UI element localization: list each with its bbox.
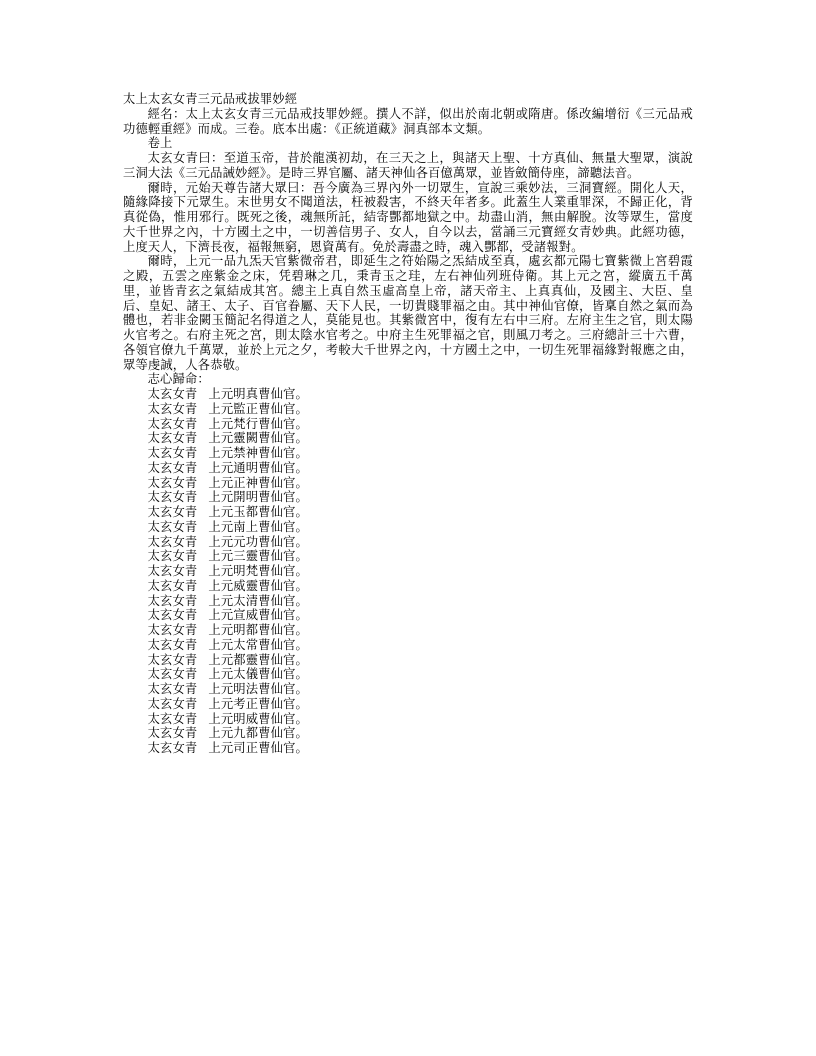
invocation-deity-name: 太玄女青 (147, 726, 198, 741)
invocation-office-title: 上元三靈曹仙官。 (208, 549, 308, 564)
body-paragraph-1: 太玄女青曰：至道玉帝，昔於龍漢初劫，在三天之上，與諸天上聖、十方真仙、無量大聖眾，演說三洞大法《三元品誡妙經》。是時三界官屬、諸天神仙各百億萬眾，並皆斂簡侍座，諦聽法音。 (123, 151, 693, 180)
invocation-deity-name: 太玄女青 (147, 623, 198, 637)
invocation-office-title: 上元威靈曹仙官。 (208, 578, 308, 593)
invocation-office-title: 上元考正曹仙官。 (208, 696, 308, 711)
invocation-deity-name: 太玄女青 (147, 549, 198, 564)
colophon-paragraph: 經名：太上太玄女青三元品戒技罪妙經。撰人不詳，似出於南北朝或隋唐。係改編增衍《三元品戒功德輕重經》而成。三卷。底本出處：《正統道藏》洞真部本文類。 (123, 106, 693, 136)
invocation-deity-name: 太玄女青 (147, 387, 198, 401)
invocation-office-title: 上元梵行曹仙官。 (208, 416, 308, 431)
list-item (123, 446, 693, 461)
list-item (123, 697, 693, 712)
invocation-office-title: 上元通明曹仙官。 (208, 460, 308, 475)
invocation-office-title: 上元玉都曹仙官。 (208, 505, 308, 519)
invocation-heading: 志心歸命： (147, 372, 210, 387)
list-item (123, 726, 693, 741)
list-item (123, 505, 693, 520)
invocation-office-title: 上元宣威曹仙官。 (208, 608, 308, 623)
page-title: 太上太玄女青三元品戒拔罪妙經 (123, 92, 298, 106)
list-item (123, 549, 693, 564)
invocation-deity-name: 太玄女青 (147, 475, 198, 490)
invocation-office-title: 上元明法曹仙官。 (208, 682, 308, 696)
invocation-list (123, 387, 693, 756)
body-paragraph-3: 爾時，上元一品九炁天官紫微帝君，即延生之符始陽之炁結成至真，處玄都元陽七寶紫微上宮碧霞之殿，五雲之座紫金之床，凭碧琳之几，秉青玉之珪，左右神仙列班侍衛。其上元之宮，縱廣五千萬里，並皆青玄之氣結成其宮。總主上真自然玉虛高皇上帝，諸天帝主、上真真仙，及國主、大臣、皇后、皇妃、諸王、太子、百官眷屬、天下人民，一切貴賤罪福之由。其中神仙官僚，皆稟自然之氣而為體也，若非金闕玉簡記名得道之人，莫能見也。其紫微宮中，復有左右中三府。左府主生之官，則太陽火官考之。右府主死之宮，則太陰水官考之。中府主生死罪福之官，則風刀考之。三府總計三十六曹，各領官僚九千萬眾，並於上元之夕，考較大千世界之內，十方國土之中，一切生死罪福緣對報應之由，眾等虔誠，人各恭敬。 (123, 254, 693, 372)
invocation-deity-name: 太玄女青 (147, 667, 198, 682)
invocation-deity-name: 太玄女青 (147, 637, 198, 652)
invocation-office-title: 上元元功曹仙官。 (208, 534, 308, 549)
invocation-office-title: 上元明真曹仙官。 (208, 387, 308, 401)
invocation-office-title: 上元禁神曹仙官。 (208, 446, 308, 460)
list-item (123, 461, 693, 476)
invocation-office-title: 上元都靈曹仙官。 (208, 652, 308, 667)
invocation-deity-name: 太玄女青 (147, 431, 198, 446)
invocation-office-title: 上元明梵曹仙官。 (208, 564, 308, 578)
invocation-deity-name: 太玄女青 (147, 578, 198, 593)
body-paragraph-2: 爾時，元始天尊告諸大眾曰：吾今廣為三界內外一切眾生，宣說三乘妙法，三洞寶經。開化人天，隨緣降接下元眾生。末世男女不聞道法，枉被殺害，不終天年者多。此蓋生人業重罪深，不歸正化，背真從偽，惟用邪行。既死之後，魂無所託，結寄酆都地獄之中。劫盡山消，無由解脫。汝等眾生，當度大千世界之內，十方國土之中，一切善信男子、女人，自今以去，當誦三元寶經女青妙典。此經功德，上度天人，下濟長夜，福報無窮，恩資萬有。免於壽盡之時，魂入酆都，受諸報對。 (123, 180, 693, 254)
list-item (123, 653, 693, 668)
invocation-office-title: 上元明都曹仙官。 (208, 623, 308, 637)
invocation-office-title: 上元太儀曹仙官。 (208, 667, 308, 682)
list-item (123, 431, 693, 446)
invocation-deity-name: 太玄女青 (147, 416, 198, 431)
list-item (123, 667, 693, 682)
invocation-deity-name: 太玄女青 (147, 593, 198, 608)
invocation-deity-name: 太玄女青 (147, 564, 198, 578)
list-item (123, 594, 693, 609)
invocation-deity-name: 太玄女青 (147, 534, 198, 549)
invocation-office-title: 上元九都曹仙官。 (208, 726, 308, 741)
invocation-deity-name: 太玄女青 (147, 490, 198, 505)
invocation-office-title: 上元司正曹仙官。 (208, 741, 308, 755)
list-item (123, 520, 693, 535)
list-item (123, 564, 693, 579)
invocation-deity-name: 太玄女青 (147, 741, 198, 755)
list-item (123, 490, 693, 505)
list-item (123, 387, 693, 402)
invocation-office-title: 上元明威曹仙官。 (208, 711, 308, 726)
list-item (123, 402, 693, 417)
invocation-deity-name: 太玄女青 (147, 460, 198, 475)
invocation-office-title: 上元監正曹仙官。 (208, 401, 308, 416)
invocation-deity-name: 太玄女青 (147, 711, 198, 726)
list-item (123, 417, 693, 432)
invocation-deity-name: 太玄女青 (147, 682, 198, 696)
invocation-office-title: 上元開明曹仙官。 (208, 490, 308, 505)
list-item (123, 608, 693, 623)
list-item (123, 712, 693, 727)
list-item (123, 741, 693, 756)
invocation-office-title: 上元太清曹仙官。 (208, 593, 308, 608)
list-item (123, 638, 693, 653)
list-item (123, 682, 693, 697)
invocation-deity-name: 太玄女青 (147, 505, 198, 519)
document-text-column (123, 92, 693, 756)
invocation-office-title: 上元正神曹仙官。 (208, 475, 308, 490)
list-item (123, 476, 693, 491)
invocation-deity-name: 太玄女青 (147, 608, 198, 623)
invocation-deity-name: 太玄女青 (147, 446, 198, 460)
list-item (123, 535, 693, 550)
list-item (123, 579, 693, 594)
invocation-deity-name: 太玄女青 (147, 401, 198, 416)
invocation-office-title: 上元太常曹仙官。 (208, 637, 308, 652)
invocation-office-title: 上元南上曹仙官。 (208, 519, 308, 534)
scroll-label: 卷上 (147, 136, 173, 151)
invocation-office-title: 上元靈闕曹仙官。 (208, 431, 308, 446)
invocation-deity-name: 太玄女青 (147, 652, 198, 667)
invocation-deity-name: 太玄女青 (147, 696, 198, 711)
invocation-deity-name: 太玄女青 (147, 519, 198, 534)
list-item (123, 623, 693, 638)
